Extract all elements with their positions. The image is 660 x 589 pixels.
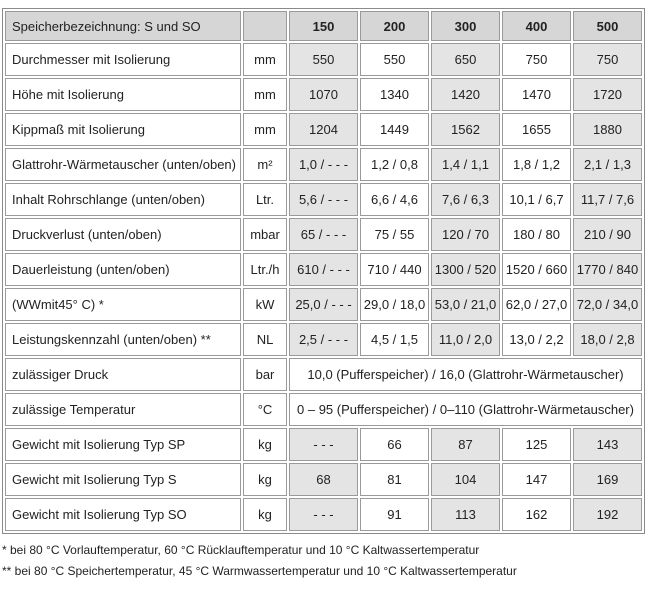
header-model: 150 (289, 11, 358, 41)
cell-value: 113 (431, 498, 500, 531)
cell-value: 4,5 / 1,5 (360, 323, 429, 356)
cell-value: 68 (289, 463, 358, 496)
cell-value: 1655 (502, 113, 571, 146)
cell-value: - - - (289, 428, 358, 461)
header-model: 300 (431, 11, 500, 41)
header-model: 500 (573, 11, 642, 41)
row-unit: NL (243, 323, 287, 356)
row-label: zulässiger Druck (5, 358, 241, 391)
row-label: Gewicht mit Isolierung Typ S (5, 463, 241, 496)
cell-value: 750 (573, 43, 642, 76)
row-unit: kg (243, 498, 287, 531)
row-unit: bar (243, 358, 287, 391)
row-label: Höhe mit Isolierung (5, 78, 241, 111)
table-row (5, 393, 642, 426)
table-row (5, 183, 642, 216)
row-label: zulässige Temperatur (5, 393, 241, 426)
cell-value: 1520 / 660 (502, 253, 571, 286)
cell-value: 710 / 440 (360, 253, 429, 286)
cell-value: 11,0 / 2,0 (431, 323, 500, 356)
cell-value: - - - (289, 498, 358, 531)
cell-value: 750 (502, 43, 571, 76)
table-row (5, 288, 642, 321)
cell-value: 610 / - - - (289, 253, 358, 286)
cell-value: 72,0 / 34,0 (573, 288, 642, 321)
cell-value: 1,0 / - - - (289, 148, 358, 181)
cell-value: 2,1 / 1,3 (573, 148, 642, 181)
table-row (5, 428, 642, 461)
cell-value: 1562 (431, 113, 500, 146)
cell-value: 162 (502, 498, 571, 531)
cell-value: 65 / - - - (289, 218, 358, 251)
row-unit: Ltr./h (243, 253, 287, 286)
row-unit: mm (243, 78, 287, 111)
header-model: 200 (360, 11, 429, 41)
cell-value: 10,1 / 6,7 (502, 183, 571, 216)
cell-value: 143 (573, 428, 642, 461)
table-row (5, 463, 642, 496)
footnote: ** bei 80 °C Speichertemperatur, 45 °C Warmwassertemperatur und 10 °C Kaltwassertemperatur (2, 564, 517, 578)
cell-value: 180 / 80 (502, 218, 571, 251)
cell-value: 169 (573, 463, 642, 496)
cell-value: 650 (431, 43, 500, 76)
cell-value: 25,0 / - - - (289, 288, 358, 321)
row-label: Inhalt Rohrschlange (unten/oben) (5, 183, 241, 216)
cell-value: 1880 (573, 113, 642, 146)
row-unit: kW (243, 288, 287, 321)
cell-value: 5,6 / - - - (289, 183, 358, 216)
table-row (5, 113, 642, 146)
cell-value: 1,4 / 1,1 (431, 148, 500, 181)
row-label: Leistungskennzahl (unten/oben) ** (5, 323, 241, 356)
cell-value: 2,5 / - - - (289, 323, 358, 356)
cell-value: 1,8 / 1,2 (502, 148, 571, 181)
row-unit: mbar (243, 218, 287, 251)
cell-value: 87 (431, 428, 500, 461)
row-label: Druckverlust (unten/oben) (5, 218, 241, 251)
cell-value: 1300 / 520 (431, 253, 500, 286)
cell-value: 550 (289, 43, 358, 76)
table-row (5, 323, 642, 356)
row-label: Gewicht mit Isolierung Typ SP (5, 428, 241, 461)
cell-value: 1204 (289, 113, 358, 146)
row-label: Kippmaß mit Isolierung (5, 113, 241, 146)
header-label: Speicherbezeichnung: S und SO (5, 11, 241, 41)
header-model: 400 (502, 11, 571, 41)
spec-table (2, 8, 645, 534)
cell-value: 550 (360, 43, 429, 76)
table-row (5, 43, 642, 76)
cell-value: 1340 (360, 78, 429, 111)
row-unit: m² (243, 148, 287, 181)
row-unit: mm (243, 113, 287, 146)
cell-value: 81 (360, 463, 429, 496)
cell-value: 1470 (502, 78, 571, 111)
row-label: Gewicht mit Isolierung Typ SO (5, 498, 241, 531)
row-label: Dauerleistung (unten/oben) (5, 253, 241, 286)
row-unit: kg (243, 463, 287, 496)
table-row (5, 78, 642, 111)
cell-value: 120 / 70 (431, 218, 500, 251)
cell-value: 1449 (360, 113, 429, 146)
merged-cell-value: 0 – 95 (Pufferspeicher) / 0–110 (Glattrohr-Wärmetauscher) (289, 393, 642, 426)
cell-value: 18,0 / 2,8 (573, 323, 642, 356)
table-row (5, 218, 642, 251)
cell-value: 66 (360, 428, 429, 461)
cell-value: 62,0 / 27,0 (502, 288, 571, 321)
row-label: Durchmesser mit Isolierung (5, 43, 241, 76)
cell-value: 1,2 / 0,8 (360, 148, 429, 181)
footnotes (2, 540, 517, 582)
table-row (5, 498, 642, 531)
cell-value: 29,0 / 18,0 (360, 288, 429, 321)
cell-value: 13,0 / 2,2 (502, 323, 571, 356)
row-label: Glattrohr-Wärmetauscher (unten/oben) (5, 148, 241, 181)
cell-value: 1770 / 840 (573, 253, 642, 286)
row-unit: mm (243, 43, 287, 76)
table-row (5, 253, 642, 286)
row-unit: Ltr. (243, 183, 287, 216)
cell-value: 1420 (431, 78, 500, 111)
header-row (5, 11, 642, 41)
cell-value: 7,6 / 6,3 (431, 183, 500, 216)
row-unit: kg (243, 428, 287, 461)
cell-value: 1070 (289, 78, 358, 111)
header-unit (243, 11, 287, 41)
cell-value: 6,6 / 4,6 (360, 183, 429, 216)
table-row (5, 358, 642, 391)
cell-value: 125 (502, 428, 571, 461)
cell-value: 210 / 90 (573, 218, 642, 251)
row-unit: °C (243, 393, 287, 426)
cell-value: 11,7 / 7,6 (573, 183, 642, 216)
cell-value: 1720 (573, 78, 642, 111)
cell-value: 53,0 / 21,0 (431, 288, 500, 321)
cell-value: 192 (573, 498, 642, 531)
row-label: (WWmit45° C) * (5, 288, 241, 321)
cell-value: 91 (360, 498, 429, 531)
cell-value: 104 (431, 463, 500, 496)
table-row (5, 148, 642, 181)
cell-value: 147 (502, 463, 571, 496)
cell-value: 75 / 55 (360, 218, 429, 251)
footnote: * bei 80 °C Vorlauftemperatur, 60 °C Rücklauftemperatur und 10 °C Kaltwassertemperatur (2, 543, 480, 557)
merged-cell-value: 10,0 (Pufferspeicher) / 16,0 (Glattrohr-Wärmetauscher) (289, 358, 642, 391)
